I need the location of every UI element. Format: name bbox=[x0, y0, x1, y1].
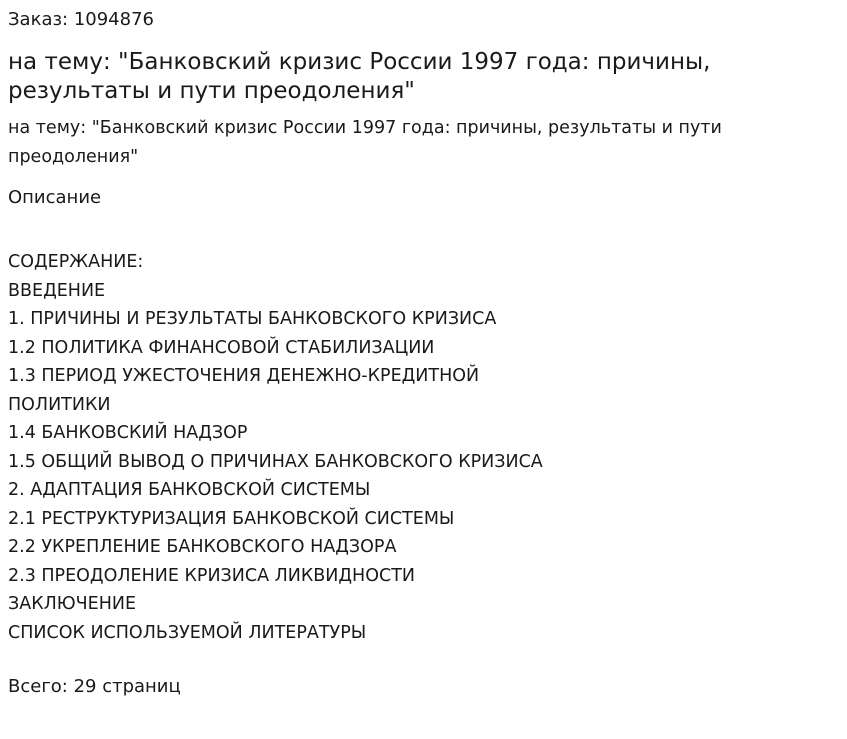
contents-item: 1.2 ПОЛИТИКА ФИНАНСОВОЙ СТАБИЛИЗАЦИИ bbox=[8, 337, 435, 358]
table-of-contents bbox=[8, 248, 838, 647]
contents-item: 2.1 РЕСТРУКТУРИЗАЦИЯ БАНКОВСКОЙ СИСТЕМЫ bbox=[8, 508, 455, 529]
contents-item: СПИСОК ИСПОЛЬЗУЕМОЙ ЛИТЕРАТУРЫ bbox=[8, 622, 367, 643]
contents-item: 1. ПРИЧИНЫ И РЕЗУЛЬТАТЫ БАНКОВСКОГО КРИЗИСА bbox=[8, 309, 497, 329]
contents-item: ПОЛИТИКИ bbox=[8, 394, 111, 415]
contents-item: 2. АДАПТАЦИЯ БАНКОВСКОЙ СИСТЕМЫ bbox=[8, 480, 371, 500]
contents-item: 2.3 ПРЕОДОЛЕНИЕ КРИЗИСА ЛИКВИДНОСТИ bbox=[8, 565, 415, 586]
contents-item: 1.4 БАНКОВСКИЙ НАДЗОР bbox=[8, 423, 248, 443]
description-label: Описание bbox=[8, 187, 102, 208]
contents-item: 1.5 ОБЩИЙ ВЫВОД О ПРИЧИНАХ БАНКОВСКОГО КРИЗИСА bbox=[8, 451, 543, 472]
page-title: на тему: "Банковский кризис России 1997 года: причины, результаты и пути преодоления" bbox=[8, 49, 711, 104]
contents-item: ВВЕДЕНИЕ bbox=[8, 280, 106, 301]
contents-item: ЗАКЛЮЧЕНИЕ bbox=[8, 594, 137, 614]
contents-heading: СОДЕРЖАНИЕ: bbox=[8, 252, 144, 272]
contents-item: 2.2 УКРЕПЛЕНИЕ БАНКОВСКОГО НАДЗОРА bbox=[8, 537, 397, 557]
contents-item: 1.3 ПЕРИОД УЖЕСТОЧЕНИЯ ДЕНЕЖНО-КРЕДИТНОЙ bbox=[8, 366, 480, 386]
page-subtitle: на тему: "Банковский кризис России 1997 года: причины, результаты и пути преодоления" bbox=[8, 118, 722, 167]
order-number: Заказ: 1094876 bbox=[8, 9, 154, 30]
total-pages: Всего: 29 страниц bbox=[8, 676, 181, 697]
